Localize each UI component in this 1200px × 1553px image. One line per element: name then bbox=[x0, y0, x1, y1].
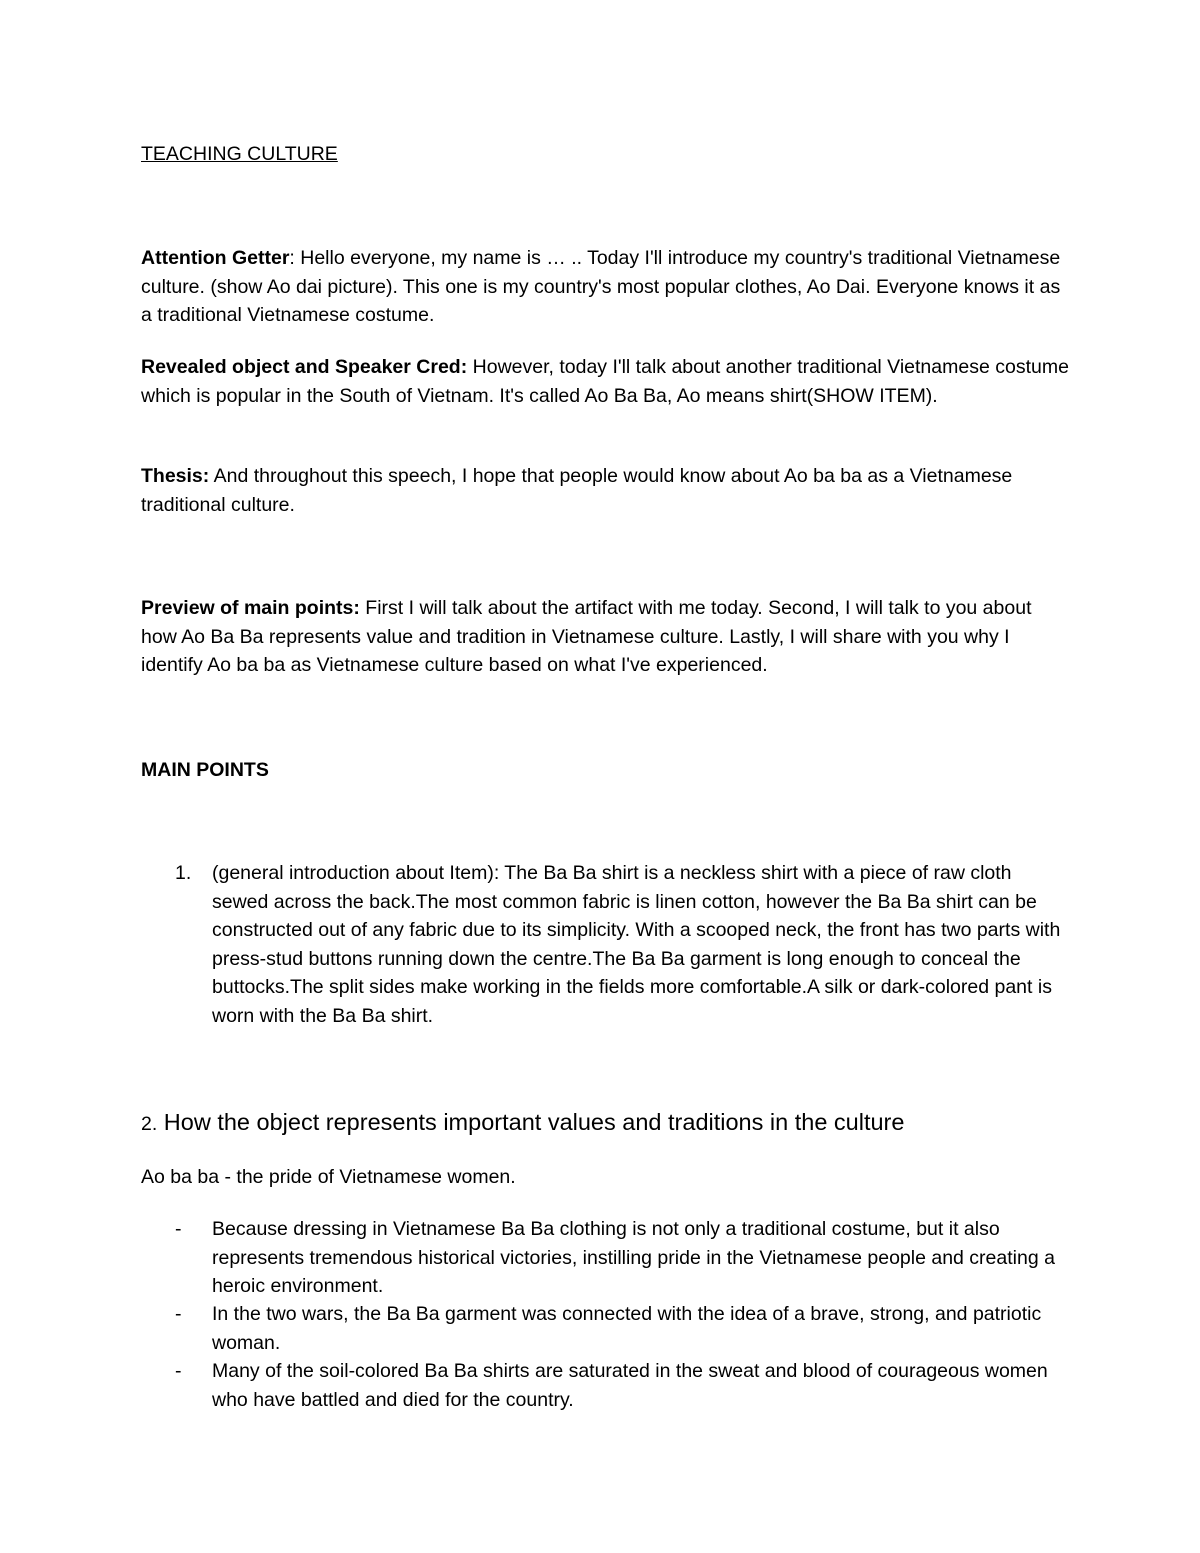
bullet-text: Many of the soil-colored Ba Ba shirts are saturated in the sweat and blood of courageous women who have battled and died for the country. bbox=[212, 1360, 1048, 1411]
attention-getter-text: : Hello everyone, my name is … .. Today I'll introduce my country's traditional Vietnamese culture. (show Ao dai picture). This one is my country's most popular clothes, Ao Dai. Everyone knows it as a traditional Vietnamese costume. bbox=[141, 247, 1061, 326]
main-point-2-heading bbox=[141, 1105, 1121, 1141]
main-point-2-subtitle: Ao ba ba - the pride of Vietnamese women. bbox=[141, 1166, 516, 1188]
revealed-object-text: However, today I'll talk about another traditional Vietnamese costume which is popular in the South of Vietnam. It's called Ao Ba Ba, Ao means shirt(SHOW ITEM). bbox=[141, 356, 1069, 407]
bullet-dash: - bbox=[175, 1303, 182, 1325]
thesis-text: And throughout this speech, I hope that people would know about Ao ba ba as a Vietnamese traditional culture. bbox=[141, 465, 1013, 516]
bullet-dash: - bbox=[175, 1218, 182, 1240]
preview-text: First I will talk about the artifact with me today. Second, I will talk to you about how Ao Ba Ba represents value and tradition in Vietnamese culture. Lastly, I will share with you why I identify Ao ba ba as Vietnamese culture based on what I've experienced. bbox=[141, 597, 1032, 676]
attention-getter-paragraph bbox=[141, 244, 1071, 330]
list-number: 1. bbox=[175, 862, 192, 884]
preview-paragraph bbox=[141, 594, 1071, 680]
main-point-1-text: (general introduction about Item): The Ba Ba shirt is a neckless shirt with a piece of raw cloth sewed across the back.The most common fabric is linen cotton, however the Ba Ba shirt can be constructed out of any fabric due to its simplicity. With a scooped neck, the front has two parts with press-stud buttons running down the centre.The Ba Ba garment is long enough to conceal the buttocks.The split sides make working in the fields more comfortable.A silk or dark-colored pant is worn with the Ba Ba shirt. bbox=[212, 862, 1061, 1027]
bullet-text: Because dressing in Vietnamese Ba Ba clothing is not only a traditional costume, but it also represents tremendous historical victories, instilling pride in the Vietnamese people and creating a heroic environment. bbox=[212, 1218, 1055, 1297]
main-point-2-title: How the object represents important values and traditions in the culture bbox=[163, 1109, 905, 1135]
document-title: TEACHING CULTURE bbox=[141, 143, 338, 165]
main-points-heading: MAIN POINTS bbox=[141, 759, 269, 781]
preview-label: Preview of main points: bbox=[141, 597, 360, 619]
attention-getter-label: Attention Getter bbox=[141, 247, 290, 269]
thesis-label: Thesis: bbox=[141, 465, 210, 487]
list-number: 2. bbox=[141, 1113, 158, 1135]
thesis-paragraph bbox=[141, 462, 1071, 519]
bullet-dash: - bbox=[175, 1360, 182, 1382]
revealed-object-label: Revealed object and Speaker Cred: bbox=[141, 356, 468, 378]
revealed-object-paragraph bbox=[141, 353, 1071, 410]
bullet-text: In the two wars, the Ba Ba garment was connected with the idea of a brave, strong, and patriotic woman. bbox=[212, 1303, 1042, 1354]
